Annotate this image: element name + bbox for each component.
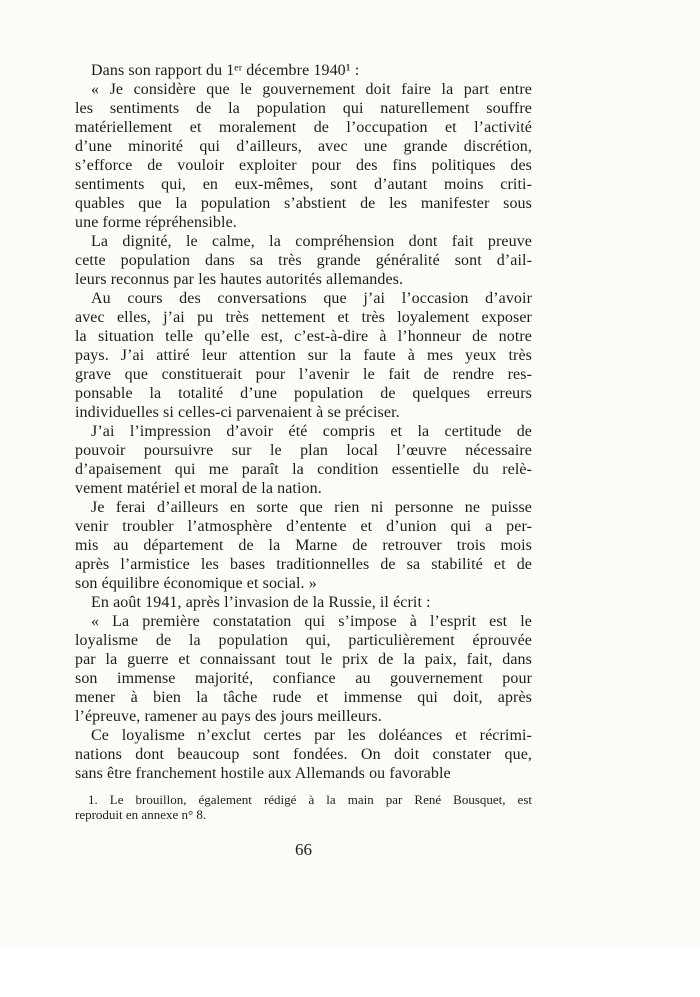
text-line: Dans son rapport du 1ᵉʳ décembre 1940¹ : (91, 62, 360, 79)
text-line: matériellement et moralement de l’occupation et l’activité (75, 119, 532, 136)
text-line: avec elles, j’ai pu très nettement et très loyalement exposer (75, 309, 532, 326)
text-line: pouvoir poursuivre sur le plan local l’œuvre nécessaire (75, 442, 532, 459)
text-line: La dignité, le calme, la compréhension dont fait preuve (91, 233, 532, 250)
text-line: Au cours des conversations que j’ai l’occasion d’avoir (91, 290, 532, 307)
text-line: mis au département de la Marne de retrouver trois mois (75, 537, 532, 554)
text-line: sans être franchement hostile aux Allemands ou favorable (75, 765, 451, 782)
text-line: par la guerre et connaissant tout le prix de la paix, fait, dans (75, 651, 532, 668)
text-line: leurs reconnus par les hautes autorités allemandes. (75, 271, 404, 288)
text-line: « La première constatation qui s’impose à l’esprit est le (91, 613, 532, 630)
text-line: d’une minorité qui d’ailleurs, avec une grande discrétion, (75, 138, 532, 155)
footnote (75, 793, 532, 823)
page-number: 66 (295, 840, 312, 859)
text-line: sentiments qui, en eux-mêmes, sont d’autant moins criti- (75, 176, 532, 193)
text-line: individuelles si celles-ci parvenaient à se préciser. (75, 404, 400, 421)
text-line: une forme répréhensible. (75, 214, 237, 231)
text-line: d’apaisement qui me paraît la condition essentielle du relè- (75, 461, 532, 478)
text-line: « Je considère que le gouvernement doit faire la part entre (91, 81, 532, 98)
footnote-line: 1. Le brouillon, également rédigé à la main par René Bousquet, est (88, 793, 532, 807)
paragraph (75, 612, 532, 726)
paragraph (75, 422, 532, 498)
text-line: nations dont beaucoup sont fondées. On doit constater que, (75, 746, 532, 763)
paragraph (75, 61, 532, 80)
paragraph (75, 80, 532, 232)
text-line: loyalisme de la population qui, particulièrement éprouvée (75, 632, 532, 649)
paragraph (75, 726, 532, 783)
page-body (75, 61, 532, 859)
text-line: son immense majorité, confiance au gouvernement pour (75, 670, 532, 687)
text-line: ponsable la totalité d’une population de quelques erreurs (75, 385, 532, 402)
text-line: s’efforce de vouloir exploiter pour des fins politiques des (75, 157, 532, 174)
text-line: vement matériel et moral de la nation. (75, 480, 322, 497)
text-line: J’ai l’impression d’avoir été compris et la certitude de (91, 423, 532, 440)
text-line: cette population dans sa très grande généralité sont d’ail- (75, 252, 532, 269)
body-paragraphs (75, 61, 532, 783)
text-line: l’épreuve, ramener au pays des jours meilleurs. (75, 708, 382, 725)
text-line: son équilibre économique et social. » (75, 575, 317, 592)
text-line: pays. J’ai attiré leur attention sur la faute à mes yeux très (75, 347, 532, 364)
footnote-line: reproduit en annexe n° 8. (75, 808, 207, 822)
text-line: venir troubler l’atmosphère d’entente et d’union qui a per- (75, 518, 532, 535)
text-line: mener à bien la tâche rude et immense qui doit, après (75, 689, 532, 706)
text-line: grave que constituerait pour l’avenir le fait de rendre res- (75, 366, 532, 383)
paragraph (75, 289, 532, 422)
text-line: Je ferai d’ailleurs en sorte que rien ni personne ne puisse (91, 499, 532, 516)
paragraph (75, 498, 532, 593)
paragraph (75, 593, 532, 612)
text-line: Ce loyalisme n’exclut certes par les doléances et récrimi- (91, 727, 532, 744)
scan-edge (0, 948, 700, 997)
text-line: les sentiments de la population qui naturellement souffre (75, 100, 532, 117)
text-line: quables que la population s’abstient de les manifester sous (75, 195, 532, 212)
text-line: après l’armistice les bases traditionnelles de sa stabilité et de (75, 556, 532, 573)
text-line: la situation telle qu’elle est, c’est-à-dire à l’honneur de notre (75, 328, 532, 345)
text-line: En août 1941, après l’invasion de la Russie, il écrit : (91, 594, 431, 611)
paragraph (75, 232, 532, 289)
